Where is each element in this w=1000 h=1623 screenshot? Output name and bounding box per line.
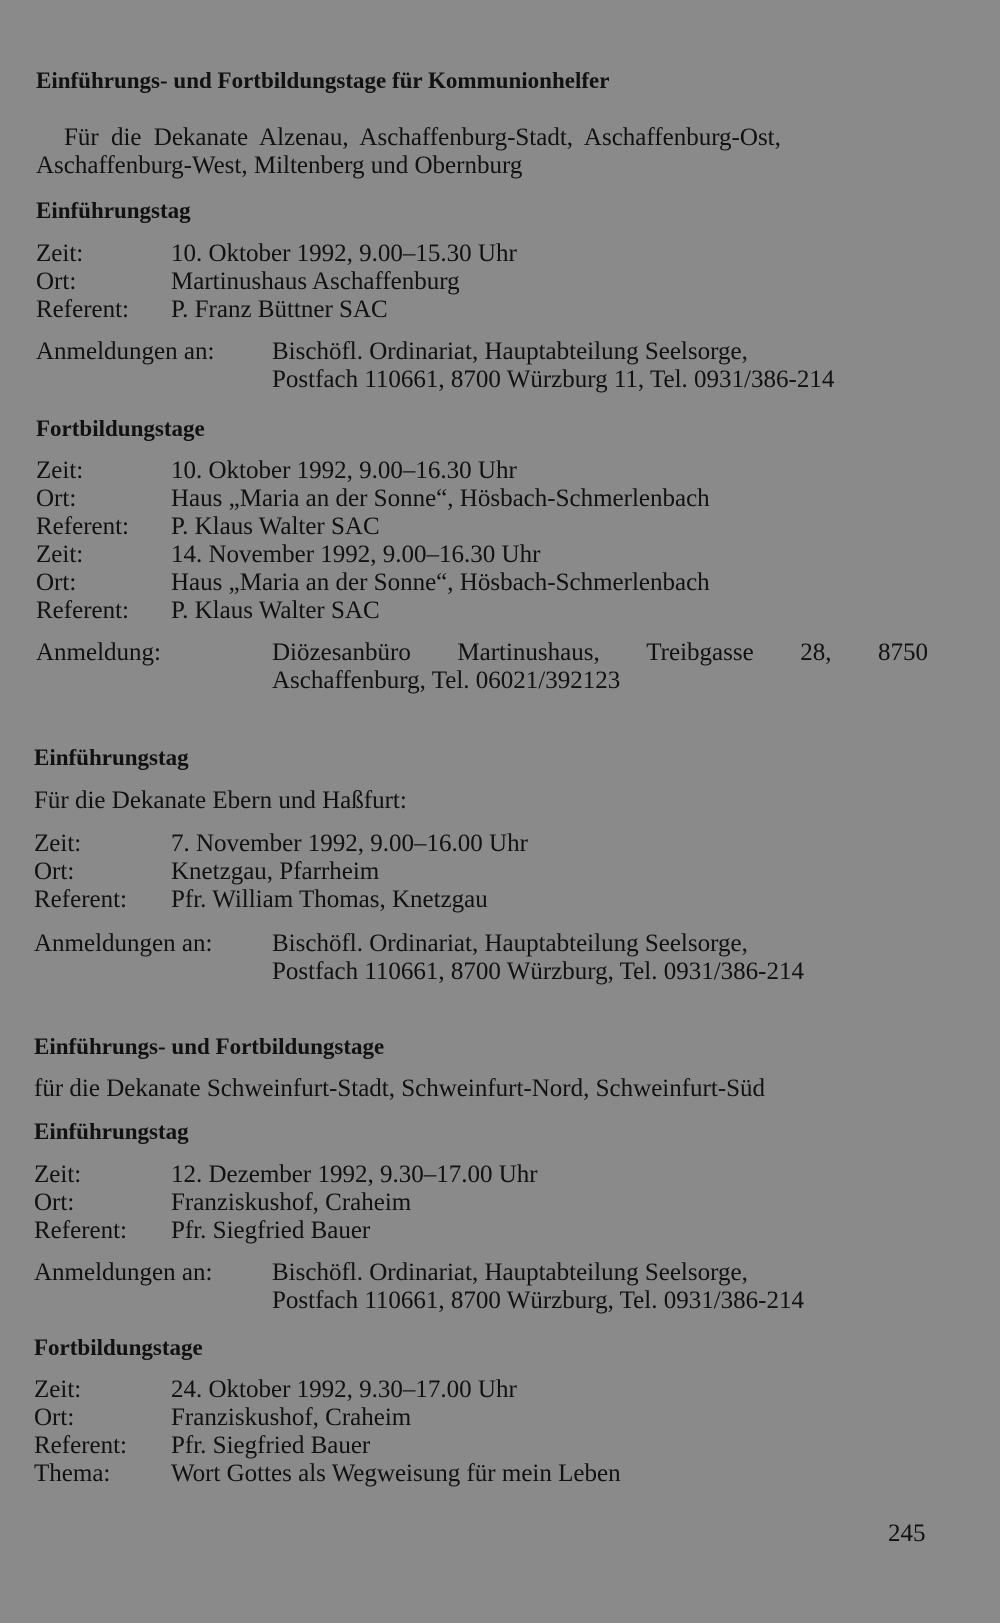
subsection-heading: Fortbildungstage (34, 1335, 203, 1360)
value-referent: P. Franz Büttner SAC (171, 296, 388, 323)
value-anmeldung (272, 639, 928, 667)
label-anmeldung: Anmeldungen an: (36, 338, 215, 365)
label-zeit: Zeit: (36, 457, 84, 484)
subsection-heading: Fortbildungstage (36, 416, 205, 441)
value-referent: P. Klaus Walter SAC (171, 597, 380, 624)
label-zeit: Zeit: (34, 1161, 82, 1188)
value-anmeldung: Postfach 110661, 8700 Würzburg, Tel. 0931/386-214 (272, 958, 804, 985)
label-referent: Referent: (34, 1432, 128, 1459)
value-referent: Pfr. Siegfried Bauer (171, 1217, 371, 1244)
label-anmeldung: Anmeldungen an: (34, 930, 213, 957)
label-referent: Referent: (34, 886, 128, 913)
value-ort: Knetzgau, Pfarrheim (171, 858, 380, 885)
value-zeit: 10. Oktober 1992, 9.00–16.30 Uhr (171, 457, 517, 484)
value-anmeldung: Aschaffenburg, Tel. 06021/392123 (272, 667, 621, 694)
value-ort: Haus „Maria an der Sonne“, Hösbach-Schmerlenbach (171, 485, 710, 512)
intro-text: Für die Dekanate Alzenau, Aschaffenburg-Stadt, Aschaffenburg-Ost, (64, 124, 781, 151)
value-referent: P. Klaus Walter SAC (171, 513, 380, 540)
label-ort: Ort: (34, 858, 75, 885)
label-zeit: Zeit: (34, 830, 82, 857)
label-ort: Ort: (34, 1404, 75, 1431)
label-ort: Ort: (36, 485, 77, 512)
label-ort: Ort: (36, 569, 77, 596)
intro-line (64, 124, 932, 152)
value-zeit: 10. Oktober 1992, 9.00–15.30 Uhr (171, 240, 517, 267)
value-zeit: 7. November 1992, 9.00–16.00 Uhr (171, 830, 528, 857)
label-anmeldung: Anmeldung: (36, 639, 161, 666)
value-ort: Haus „Maria an der Sonne“, Hösbach-Schmerlenbach (171, 569, 710, 596)
value-anmeldung: Postfach 110661, 8700 Würzburg, Tel. 0931/386-214 (272, 1287, 804, 1314)
label-thema: Thema: (34, 1460, 111, 1487)
label-referent: Referent: (36, 513, 130, 540)
value-thema: Wort Gottes als Wegweisung für mein Leben (171, 1460, 621, 1487)
label-referent: Referent: (36, 296, 130, 323)
label-anmeldung: Anmeldungen an: (34, 1259, 213, 1286)
value-anmeldung: Postfach 110661, 8700 Würzburg 11, Tel. 0931/386-214 (272, 366, 835, 393)
label-ort: Ort: (34, 1189, 75, 1216)
anmeldung-word: Treibgasse (646, 639, 754, 666)
value-referent: Pfr. William Thomas, Knetzgau (171, 886, 488, 913)
intro-line: für die Dekanate Schweinfurt-Stadt, Schweinfurt-Nord, Schweinfurt-Süd (34, 1075, 766, 1102)
label-referent: Referent: (36, 597, 130, 624)
subsection-heading: Einführungstag (34, 745, 189, 770)
anmeldung-word: Diözesanbüro (272, 639, 411, 666)
label-zeit: Zeit: (34, 1376, 82, 1403)
label-zeit: Zeit: (36, 240, 84, 267)
anmeldung-word: 8750 (878, 639, 928, 666)
value-anmeldung: Bischöfl. Ordinariat, Hauptabteilung Seelsorge, (272, 338, 748, 365)
anmeldung-word: Martinushaus, (457, 639, 600, 666)
value-ort: Franziskushof, Craheim (171, 1189, 412, 1216)
subsection-heading: Einführungstag (36, 198, 191, 223)
value-zeit: 12. Dezember 1992, 9.30–17.00 Uhr (171, 1161, 538, 1188)
label-referent: Referent: (34, 1217, 128, 1244)
section-title: Einführungs- und Fortbildungstage für Kommunionhelfer (36, 68, 610, 93)
value-referent: Pfr. Siegfried Bauer (171, 1432, 371, 1459)
anmeldung-word: 28, (800, 639, 832, 666)
value-zeit: 24. Oktober 1992, 9.30–17.00 Uhr (171, 1376, 517, 1403)
label-zeit: Zeit: (36, 541, 84, 568)
value-ort: Franziskushof, Craheim (171, 1404, 412, 1431)
value-anmeldung: Bischöfl. Ordinariat, Hauptabteilung Seelsorge, (272, 1259, 748, 1286)
subsection-heading: Einführungstag (34, 1119, 189, 1144)
intro-line: Für die Dekanate Ebern und Haßfurt: (34, 787, 407, 814)
intro-line: Aschaffenburg-West, Miltenberg und Obernburg (36, 152, 523, 179)
value-anmeldung: Bischöfl. Ordinariat, Hauptabteilung Seelsorge, (272, 930, 748, 957)
value-ort: Martinushaus Aschaffenburg (171, 268, 460, 295)
label-ort: Ort: (36, 268, 77, 295)
value-zeit: 14. November 1992, 9.00–16.30 Uhr (171, 541, 541, 568)
section-title: Einführungs- und Fortbildungstage (34, 1034, 385, 1059)
page-number: 245 (888, 1520, 926, 1547)
